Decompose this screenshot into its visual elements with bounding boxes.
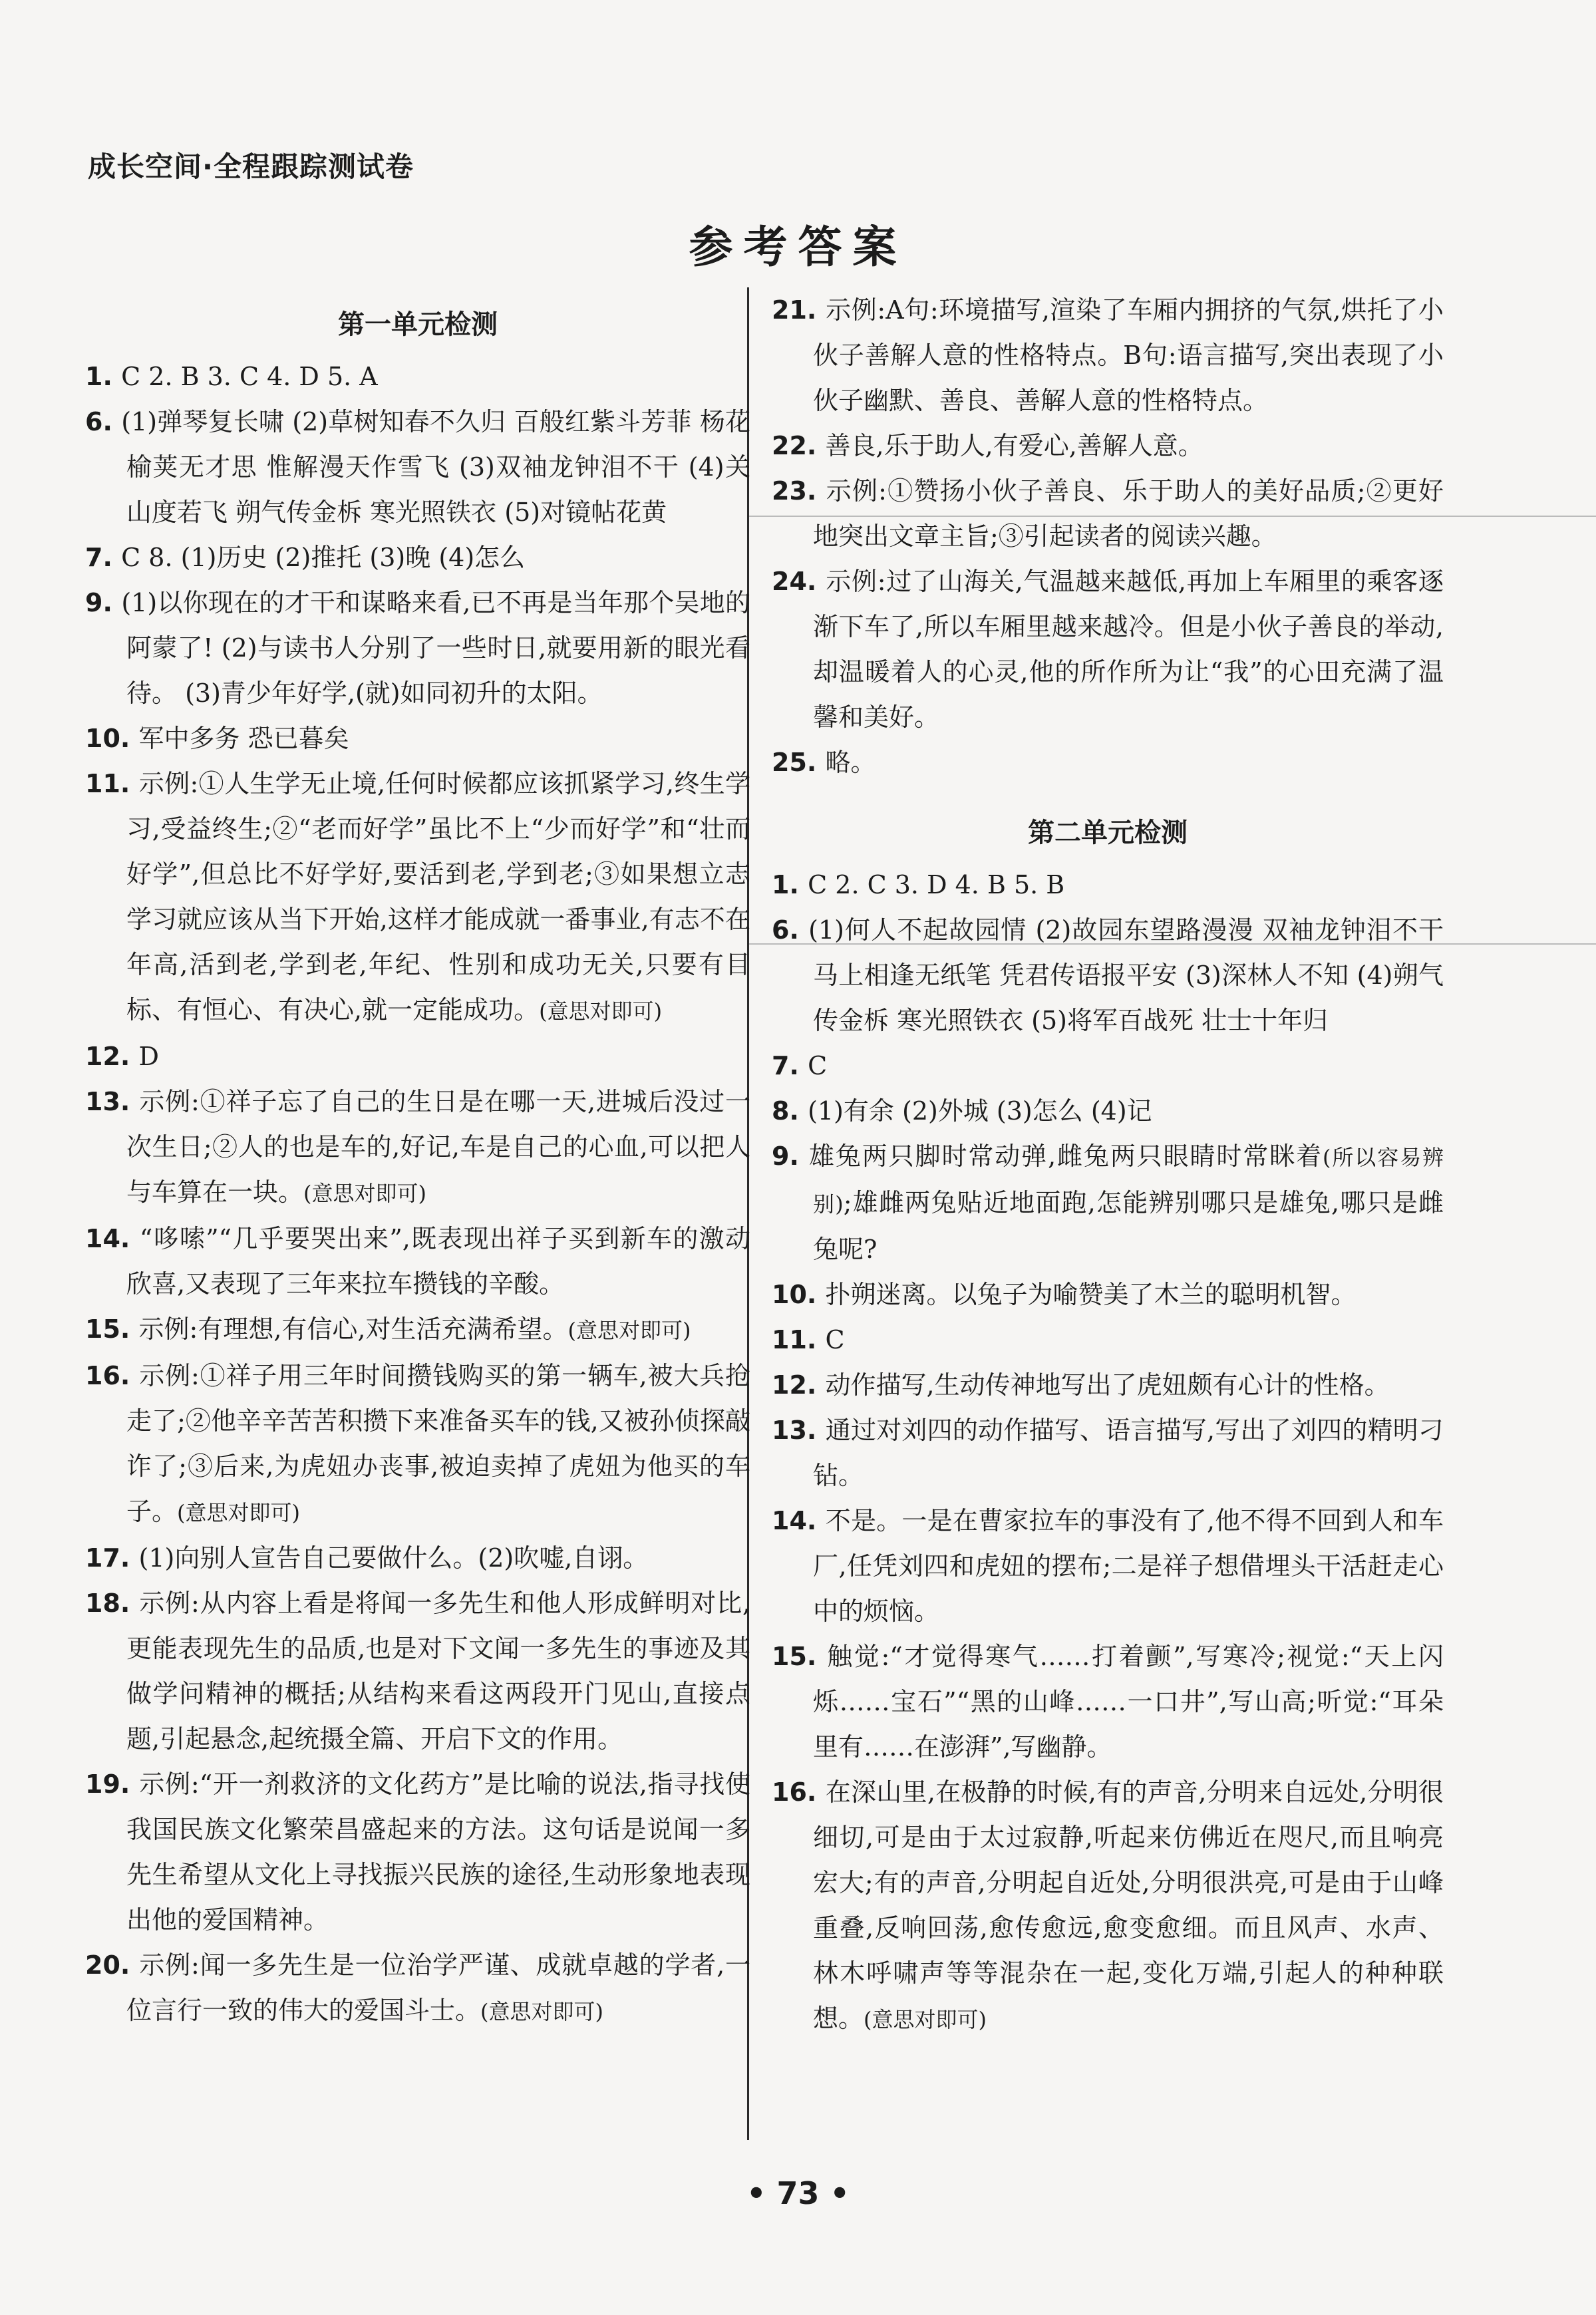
answer-text: 善良,乐于助人,有爱心,善解人意。 (825, 431, 1203, 460)
answer-number: 24. (772, 567, 826, 596)
answer-item (772, 287, 1444, 423)
answer-item (85, 1942, 750, 2034)
answer-note: (意思对即可) (864, 2007, 987, 2032)
answer-number: 22. (772, 431, 826, 460)
answer-text: 扑朔迷离。以兔子为喻赞美了木兰的聪明机智。 (825, 1280, 1357, 1309)
page-title: 参考答案 (689, 221, 907, 273)
answer-note: (意思对即可) (177, 1500, 300, 1525)
answer-item (85, 399, 750, 535)
answer-item (85, 1216, 750, 1307)
answer-text: D (138, 1042, 160, 1071)
answer-item (85, 1034, 750, 1079)
answer-item (772, 1634, 1444, 1770)
answer-number: 12. (772, 1370, 826, 1400)
answer-list-unit1-continued (772, 287, 1444, 785)
answer-item (772, 1408, 1444, 1498)
answer-number: 1. (85, 362, 122, 391)
answer-note: (所以容易辨别) (813, 1145, 1444, 1217)
answer-number: 7. (85, 543, 122, 572)
answer-number: 14. (772, 1506, 826, 1535)
answer-text: 示例:过了山海关,气温越来越低,再加上车厢里的乘客逐渐下车了,所以车厢里越来越冷。但是小伙子善良的举动,却温暖着人的心灵,他的所作所为让“我”的心田充满了温馨和美好。 (813, 567, 1444, 732)
answer-text: C 2. C 3. D 4. B 5. B (808, 870, 1065, 899)
answer-number: 21. (772, 295, 826, 325)
answer-note: (意思对即可) (539, 999, 663, 1024)
right-column (772, 287, 1444, 2042)
answer-note: (意思对即可) (567, 1318, 691, 1343)
answer-item (772, 862, 1444, 907)
answer-item (772, 468, 1444, 559)
answer-item (85, 1079, 750, 1216)
answer-text: (1)以你现在的才干和谋略来看,已不再是当年那个吴地的阿蒙了! (2)与读书人分别了一些时日,就要用新的眼光看待。 (3)青少年好学,(就)如同初升的太阳。 (121, 588, 750, 708)
answer-item (772, 1043, 1444, 1088)
answer-number: 11. (85, 769, 139, 798)
answer-item (85, 761, 750, 1034)
answer-number: 15. (85, 1314, 139, 1344)
answer-number: 12. (85, 1042, 139, 1071)
answer-item (85, 716, 750, 761)
series-title: 成长空间·全程跟踪测试卷 (88, 150, 414, 183)
answer-item (772, 423, 1444, 468)
answer-number: 8. (772, 1096, 808, 1126)
answer-text: 示例:①祥子用三年时间攒钱购买的第一辆车,被大兵抢走了;②他辛辛苦苦积攒下来准备买车的钱,又被孙侦探敲诈了;③后来,为虎妞办丧事,被迫卖掉了虎妞为他买的车子。 (126, 1361, 750, 1526)
answer-number: 25. (772, 748, 826, 777)
answer-text: 示例:“开一剂救济的文化药方”是比喻的说法,指寻找使我国民族文化繁荣昌盛起来的方法。这句话是说闻一多先生希望从文化上寻找振兴民族的途径,生动形象地表现出他的爱国精神。 (126, 1770, 750, 1934)
page-number: • 73 • (746, 2175, 850, 2211)
section-title-unit2: 第二单元检测 (1028, 818, 1188, 848)
answer-text: 示例:闻一多先生是一位治学严谨、成就卓越的学者,一位言行一致的伟大的爱国斗士。 (126, 1950, 750, 2025)
answer-item (772, 1317, 1444, 1362)
answer-text: 雄兔两只脚时常动弹,雌兔两只眼睛时常眯着 (809, 1142, 1323, 1171)
answer-item (772, 559, 1444, 740)
answer-item (772, 1134, 1444, 1272)
answer-number: 19. (85, 1770, 140, 1799)
answer-number: 10. (772, 1280, 826, 1309)
answer-text: 示例:①赞扬小伙子善良、乐于助人的美好品质;②更好地突出文章主旨;③引起读者的阅读兴趣。 (813, 476, 1444, 551)
answer-text: 示例:A句:环境描写,渲染了车厢内拥挤的气氛,烘托了小伙子善解人意的性格特点。B句:语言描写,突出表现了小伙子幽默、善良、善解人意的性格特点。 (813, 295, 1444, 415)
answer-item (85, 354, 750, 399)
answer-number: 10. (85, 724, 139, 753)
answer-item (85, 535, 750, 580)
answer-item (85, 1581, 750, 1762)
answer-item (772, 1498, 1444, 1634)
answer-text: 通过对刘四的动作描写、语言描写,写出了刘四的精明刁钻。 (813, 1416, 1444, 1490)
answer-number: 9. (772, 1142, 810, 1171)
answer-text: C (825, 1325, 845, 1354)
answer-note: (意思对即可) (303, 1181, 426, 1206)
answer-item (85, 1535, 750, 1581)
answer-number: 11. (772, 1325, 826, 1354)
answer-number: 23. (772, 476, 826, 506)
answer-text: 略。 (825, 748, 876, 777)
answer-number: 1. (772, 870, 808, 899)
answer-item (772, 1770, 1444, 2042)
answer-number: 16. (772, 1777, 826, 1807)
answer-item (772, 1362, 1444, 1408)
answer-number: 13. (772, 1416, 826, 1445)
answer-text: 示例:①人生学无止境,任何时候都应该抓紧学习,终生学习,受益终生;②“老而好学”虽比不上“少而好学”和“壮而好学”,但总比不好学好,要活到老,学到老;③如果想立志学习就应该从当下开始,这样才能成就一番事业,有志不在年高,活到老,学到老,年纪、性别和成功无关,只要有目标、有恒心、有决心,就一定能成功。 (126, 769, 750, 1024)
answer-item (85, 1353, 750, 1535)
answer-item (772, 740, 1444, 785)
answer-text: C (808, 1051, 828, 1080)
answer-item (85, 1762, 750, 1942)
answer-number: 15. (772, 1642, 828, 1671)
answer-number: 9. (85, 588, 122, 617)
answer-item (772, 907, 1444, 1043)
answer-number: 6. (772, 915, 809, 945)
answer-text: 军中多务 恐已暮矣 (138, 724, 349, 753)
left-column (85, 287, 750, 2034)
answer-note: (意思对即可) (480, 1999, 603, 2024)
answer-text: C 2. B 3. C 4. D 5. A (121, 362, 378, 391)
answer-text: (1)弹琴复长啸 (2)草树知春不久归 百般红紫斗芳菲 杨花榆荚无才思 惟解漫天作雪飞 (3)双袖龙钟泪不干 (4)关山度若飞 朔气传金柝 寒光照铁衣 (5)对镜帖花黄 (121, 407, 750, 527)
answer-text: (1)何人不起故园情 (2)故园东望路漫漫 双袖龙钟泪不干 马上相逢无纸笔 凭君传语报平安 (3)深林人不知 (4)朔气传金柝 寒光照铁衣 (5)将军百战死 壮士十年归 (808, 915, 1444, 1035)
section-title-unit1: 第一单元检测 (338, 309, 498, 340)
answer-item (85, 1307, 750, 1353)
answer-number: 18. (85, 1589, 140, 1618)
answer-text: (1)有余 (2)外城 (3)怎么 (4)记 (808, 1096, 1152, 1126)
answer-text: C 8. (1)历史 (2)推托 (3)晚 (4)怎么 (121, 543, 526, 572)
answer-item (772, 1272, 1444, 1317)
answer-number: 14. (85, 1224, 140, 1253)
answer-number: 13. (85, 1087, 140, 1116)
answer-text: 动作描写,生动传神地写出了虎妞颇有心计的性格。 (825, 1370, 1390, 1400)
answer-text: 触觉:“才觉得寒气……打着颤”,写寒冷;视觉:“天上闪烁……宝石”“黑的山峰……一口井”,写山高;听觉:“耳朵里有……在澎湃”,写幽静。 (813, 1642, 1444, 1762)
answer-number: 7. (772, 1051, 808, 1080)
answer-text: (1)向别人宣告自己要做什么。(2)吹嘘,自诩。 (138, 1543, 649, 1573)
answer-list-unit1 (85, 354, 750, 2034)
answer-number: 17. (85, 1543, 139, 1573)
answer-list-unit2 (772, 862, 1444, 2042)
answer-text: 示例:①祥子忘了自己的生日是在哪一天,进城后没过一次生日;②人的也是车的,好记,车是自己的心血,可以把人与车算在一块。 (126, 1087, 750, 1207)
answer-number: 16. (85, 1361, 140, 1390)
answer-text: 示例:从内容上看是将闻一多先生和他人形成鲜明对比,更能表现先生的品质,也是对下文闻一多先生的事迹及其做学问精神的概括;从结构来看这两段开门见山,直接点题,引起悬念,起统摄全篇、开启下文的作用。 (126, 1589, 750, 1754)
answer-number: 20. (85, 1950, 140, 1980)
answer-item (85, 580, 750, 716)
answer-text: 示例:有理想,有信心,对生活充满希望。 (138, 1314, 568, 1344)
answer-item (772, 1088, 1444, 1134)
answer-text-continued: ;雄雌两兔贴近地面跑,怎能辨别哪只是雄兔,哪只是雌兔呢? (813, 1188, 1444, 1264)
answer-text: 在深山里,在极静的时候,有的声音,分明来自远处,分明很细切,可是由于太过寂静,听起来仿佛近在咫尺,而且响亮宏大;有的声音,分明起自近处,分明很洪亮,可是由于山峰重叠,反响回荡,愈传愈远,愈变愈细。而且风声、水声、林木呼啸声等等混杂在一起,变化万端,引起人的种种联想。 (813, 1777, 1444, 2033)
answer-number: 6. (85, 407, 122, 436)
answer-text: “哆嗦”“几乎要哭出来”,既表现出祥子买到新车的激动欣喜,又表现了三年来拉车攒钱的辛酸。 (126, 1224, 751, 1299)
answer-text: 不是。一是在曹家拉车的事没有了,他不得不回到人和车厂,任凭刘四和虎妞的摆布;二是祥子想借埋头干活赶走心中的烦恼。 (813, 1506, 1444, 1626)
